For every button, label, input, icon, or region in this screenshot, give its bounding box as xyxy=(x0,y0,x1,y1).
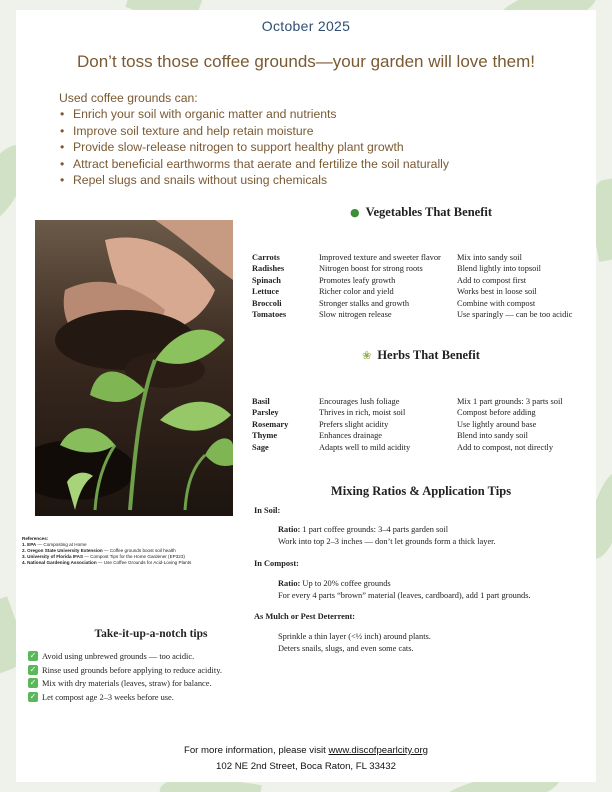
ratio-note: For every 4 parts “brown” material (leaves, cardboard), add 1 part grounds. xyxy=(278,590,531,600)
plant-name: Rosemary xyxy=(252,419,289,429)
plant-tip: Mix into sandy soil xyxy=(457,253,522,262)
table-row xyxy=(252,442,563,453)
newsletter-page xyxy=(16,10,596,782)
table-row xyxy=(252,396,563,407)
plant-benefit: Stronger stalks and growth xyxy=(319,298,410,308)
tips-title: Take-it-up-a-notch tips xyxy=(94,628,208,640)
table-row xyxy=(252,275,572,286)
vegetables-section-title: ● Vegetables That Benefit xyxy=(350,205,492,219)
in-compost-heading: In Compost: xyxy=(254,559,299,568)
table-row xyxy=(252,407,563,418)
reference-item: 2. Oregon State University Extension — Coffee grounds boost soil health xyxy=(22,547,176,553)
list-item: ✓ Avoid using unbrewed grounds — too acidic. xyxy=(29,651,195,661)
list-item: • Attract beneficial earthworms that aerate and fertilize the soil naturally xyxy=(59,156,579,172)
list-item: • Improve soil texture and help retain moisture xyxy=(59,123,579,139)
mulch-line: Sprinkle a thin layer (<½ inch) around plants. xyxy=(278,632,431,641)
in-soil-heading: In Soil: xyxy=(254,506,281,515)
plant-name: Spinach xyxy=(252,275,281,285)
website-link[interactable]: www.discofpearlcity.org xyxy=(328,745,429,756)
mulch-line: Deters snails, slugs, and even some cats. xyxy=(278,643,414,653)
plant-name: Parsley xyxy=(252,408,279,418)
plant-tip: Use sparingly — can be too acidic xyxy=(457,310,573,320)
list-item: ✓ Rinse used grounds before applying to reduce acidity. xyxy=(29,664,222,675)
table-row xyxy=(252,286,572,297)
list-item: ✓ Let compost age 2–3 weeks before use. xyxy=(29,691,174,702)
page-title: Don’t toss those coffee grounds—your garden will love them! xyxy=(77,52,535,71)
mulch-heading: As Mulch or Pest Deterrent: xyxy=(254,612,356,621)
footer xyxy=(16,743,596,775)
plant-benefit: Enhances drainage xyxy=(319,431,383,441)
reference-item: 4. National Gardening Association — Use Coffee Grounds for Acid-Loving Plants xyxy=(22,559,192,565)
table-row xyxy=(252,298,572,309)
plant-benefit: Prefers slight acidity xyxy=(319,419,389,429)
reference-item: 1. EPA — Composting at Home xyxy=(22,541,87,547)
plant-name: Broccoli xyxy=(252,298,282,308)
intro-section xyxy=(59,90,579,188)
plant-tip: Blend into sandy soil xyxy=(457,431,528,441)
mixing-section-title: Mixing Ratios & Application Tips xyxy=(330,484,512,498)
plant-name: Tomatoes xyxy=(252,310,287,320)
plant-benefit: Adapts well to mild acidity xyxy=(319,442,411,452)
plant-tip: Mix 1 part grounds: 3 parts soil xyxy=(457,397,563,406)
table-row xyxy=(252,430,563,441)
seedling-photo xyxy=(35,220,233,516)
table-row xyxy=(252,419,563,430)
mulch-details xyxy=(278,631,596,654)
reference-item: 3. University of Florida IFAS — Compost Tips for the Home Gardener (EP323) xyxy=(22,553,185,559)
table-row xyxy=(252,309,572,320)
seedling-illustration xyxy=(35,220,233,516)
issue-date: October 2025 xyxy=(261,18,351,34)
plant-name: Radishes xyxy=(252,264,285,274)
plant-tip: Add to compost first xyxy=(457,275,527,285)
plant-name: Sage xyxy=(252,442,269,452)
ratio-note: Work into top 2–3 inches — don’t let grounds form a thick layer. xyxy=(278,536,496,546)
plant-tip: Use lightly around base xyxy=(457,419,537,429)
intro-lead: Used coffee grounds can: xyxy=(59,91,198,105)
list-item: • Repel slugs and snails without using chemicals xyxy=(59,172,579,188)
footer-info: For more information, please visit www.discofpearlcity.org xyxy=(183,745,429,756)
herbs-table xyxy=(252,396,563,453)
ratio-label: Ratio: xyxy=(278,579,301,588)
plant-tip: Add to compost, not directly xyxy=(457,442,554,452)
benefits-list xyxy=(59,106,579,188)
ratio-label: Ratio: xyxy=(278,525,301,534)
ratio-value: Up to 20% coffee grounds xyxy=(302,579,391,588)
plant-benefit: Thrives in rich, moist soil xyxy=(319,408,406,418)
plant-benefit: Slow nitrogen release xyxy=(319,310,392,320)
leafy-green-icon: ● xyxy=(350,206,360,219)
check-box-icon: ✓ xyxy=(29,664,37,674)
plant-tip: Works best in loose soil xyxy=(457,287,537,297)
in-soil-details xyxy=(278,524,596,547)
references-list xyxy=(22,536,191,566)
footer-address: 102 NE 2nd Street, Boca Raton, FL 33432 xyxy=(216,761,396,772)
herb-icon: ❀ xyxy=(362,349,372,362)
herbs-section-title: ❀ Herbs That Benefit xyxy=(362,348,480,362)
references-title: References: xyxy=(22,536,49,541)
plant-name: Thyme xyxy=(252,431,278,441)
in-compost-details xyxy=(278,578,596,601)
plant-benefit: Encourages lush foliage xyxy=(319,397,400,406)
check-box-icon: ✓ xyxy=(29,678,37,688)
plant-benefit: Richer color and yield xyxy=(319,287,394,297)
plant-tip: Combine with compost xyxy=(457,298,536,308)
check-box-icon: ✓ xyxy=(29,691,37,701)
plant-name: Basil xyxy=(252,397,270,406)
plant-name: Lettuce xyxy=(252,287,279,297)
plant-benefit: Promotes leafy growth xyxy=(319,275,396,285)
plant-benefit: Improved texture and sweeter flavor xyxy=(319,253,441,262)
vegetables-table xyxy=(252,252,572,320)
check-box-icon: ✓ xyxy=(29,651,37,660)
table-row xyxy=(252,263,572,274)
ratio-value: 1 part coffee grounds: 3–4 parts garden soil xyxy=(302,525,449,534)
plant-tip: Compost before adding xyxy=(457,408,536,418)
list-item: • Enrich your soil with organic matter and nutrients xyxy=(59,106,579,122)
tips-list xyxy=(28,651,222,705)
list-item: ✓ Mix with dry materials (leaves, straw) for balance. xyxy=(29,678,212,689)
plant-name: Carrots xyxy=(252,253,280,262)
plant-tip: Blend lightly into topsoil xyxy=(457,264,541,274)
table-row xyxy=(252,252,572,263)
plant-benefit: Nitrogen boost for strong roots xyxy=(319,264,423,274)
list-item: • Provide slow-release nitrogen to support healthy plant growth xyxy=(59,139,579,155)
